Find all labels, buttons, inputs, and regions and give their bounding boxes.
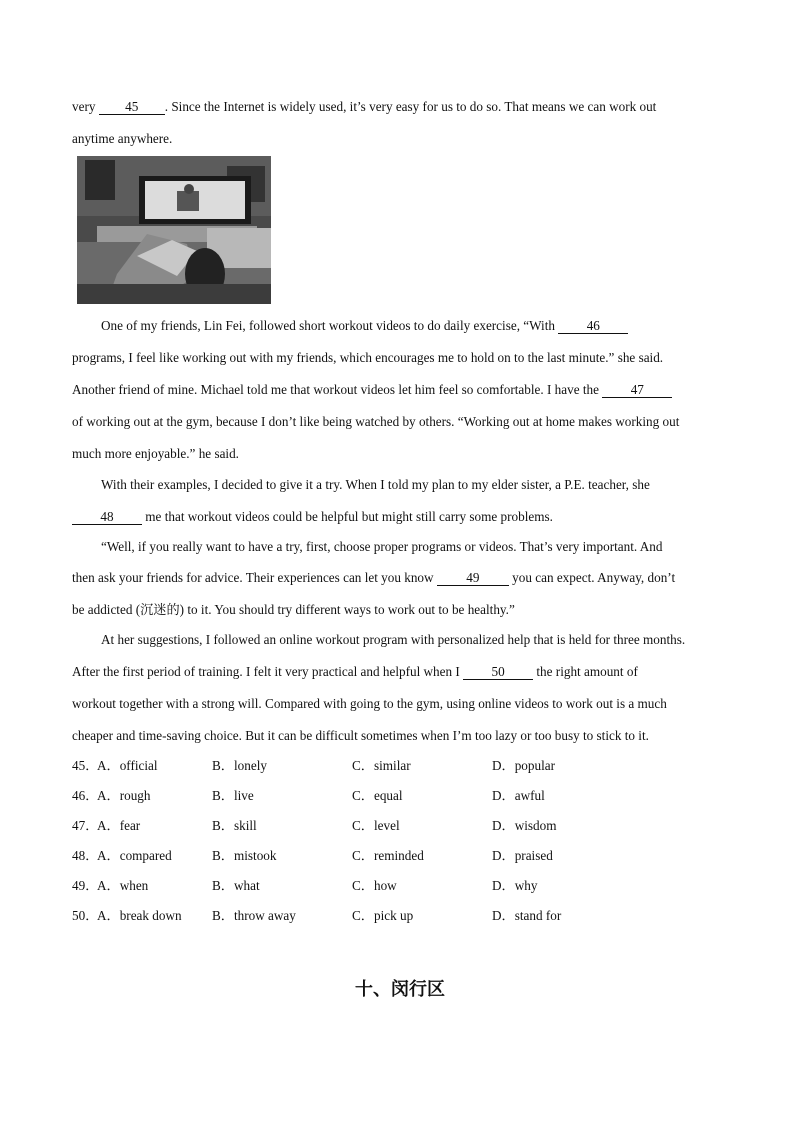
option-a: A．fear: [97, 818, 141, 833]
text: “Well, if you really want to have a try, first, choose proper programs or videos. That’s very important. And: [101, 539, 663, 554]
question-number: 48．: [72, 848, 99, 863]
question-number: 47．: [72, 818, 99, 833]
option-d: D．praised: [492, 848, 553, 863]
option-b: B．throw away: [212, 908, 296, 923]
option-b: B．live: [212, 788, 254, 803]
text: Another friend of mine. Michael told me that workout videos let him feel so comfortable. I have the: [72, 382, 603, 397]
text: workout together with a strong will. Compared with going to the gym, using online videos to work out is a much: [72, 696, 667, 711]
option-d: D．stand for: [492, 908, 562, 923]
text: you can expect. Anyway, don’t: [508, 570, 676, 585]
option-a: A．break down: [97, 908, 182, 923]
text: programs, I feel like working out with my friends, which encourages me to hold on to the last minute.” she said.: [72, 350, 664, 365]
passage-line: [72, 445, 732, 463]
option-c: C．pick up: [352, 908, 414, 923]
text: of working out at the gym, because I don’t like being watched by others. “Working out at home makes working out: [72, 414, 680, 429]
question-number: 46．: [72, 788, 99, 803]
passage-line: [72, 98, 732, 116]
option-b: B．what: [212, 878, 260, 893]
blank-45: 45: [99, 99, 165, 115]
text: After the first period of training. I felt it very practical and helpful when I: [72, 664, 464, 679]
passage-line: [72, 601, 732, 619]
option-a: A．when: [97, 878, 149, 893]
option-d: D．wisdom: [492, 818, 557, 833]
passage-line: [72, 727, 732, 745]
option-a: A．rough: [97, 788, 151, 803]
question-number: 45．: [72, 758, 99, 773]
text: anytime anywhere.: [72, 131, 173, 146]
text: very: [72, 99, 99, 114]
workout-photo: [77, 156, 271, 304]
passage-line: [101, 476, 732, 494]
text: . Since the Internet is widely used, it’s very easy for us to do so. That means we can work out: [164, 99, 657, 114]
option-c: C．level: [352, 818, 400, 833]
text: me that workout videos could be helpful but might still carry some problems.: [142, 509, 553, 524]
passage-line: [72, 663, 732, 681]
passage-line: [72, 130, 732, 148]
passage-line: [72, 413, 732, 431]
option-c: C．how: [352, 878, 397, 893]
option-a: A．official: [97, 758, 158, 773]
option-b: B．lonely: [212, 758, 267, 773]
blank-49: 49: [437, 570, 509, 586]
question-number: 50．: [72, 908, 99, 923]
text: then ask your friends for advice. Their experiences can let you know: [72, 570, 437, 585]
blank-48: 48: [72, 509, 142, 525]
text: the right amount of: [533, 664, 638, 679]
passage-line: [72, 569, 732, 587]
option-a: A．compared: [97, 848, 172, 863]
text: cheaper and time-saving choice. But it can be difficult sometimes when I’m too lazy or too busy to stick to it.: [72, 728, 649, 743]
text: much more enjoyable.” he said.: [72, 446, 239, 461]
passage-line: [101, 317, 732, 335]
photo-illustration: [77, 156, 271, 304]
passage-line: [101, 631, 732, 649]
passage-line: [72, 349, 732, 367]
option-b: B．skill: [212, 818, 257, 833]
blank-46: 46: [558, 318, 628, 334]
blank-47: 47: [602, 382, 672, 398]
option-d: D．why: [492, 878, 538, 893]
option-b: B．mistook: [212, 848, 277, 863]
option-d: D．awful: [492, 788, 545, 803]
text: be addicted (沉迷的) to it. You should try different ways to work out to be healthy.”: [72, 602, 515, 617]
option-c: C．equal: [352, 788, 403, 803]
section-heading: 十、闵行区: [355, 979, 445, 1000]
passage-line: [101, 538, 732, 556]
text: With their examples, I decided to give it a try. When I told my plan to my elder sister, a P.E. teacher, she: [101, 477, 650, 492]
passage-line: [72, 695, 732, 713]
option-d: D．popular: [492, 758, 555, 773]
passage-line: [72, 508, 732, 526]
option-c: C．reminded: [352, 848, 424, 863]
blank-50: 50: [463, 664, 533, 680]
text: One of my friends, Lin Fei, followed short workout videos to do daily exercise, “With: [101, 318, 559, 333]
option-c: C．similar: [352, 758, 411, 773]
passage-line: [72, 381, 732, 399]
question-number: 49．: [72, 878, 99, 893]
text: At her suggestions, I followed an online workout program with personalized help that is held for three months.: [101, 632, 686, 647]
